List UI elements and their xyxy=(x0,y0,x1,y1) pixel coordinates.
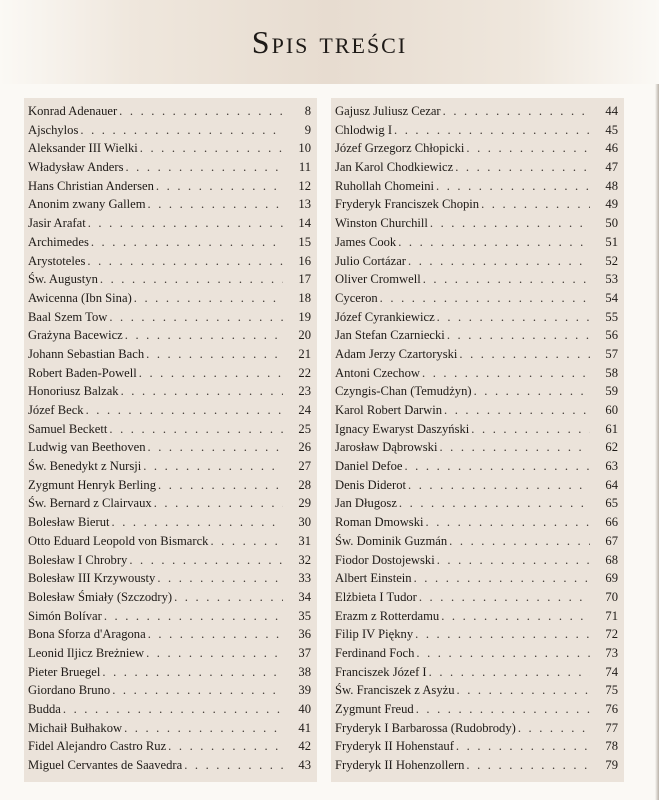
toc-entry-name: Giordano Bruno xyxy=(28,683,111,698)
toc-leader-dots xyxy=(102,663,283,682)
toc-leader-dots xyxy=(143,457,283,476)
toc-entry-page: 35 xyxy=(298,608,311,623)
toc-entry xyxy=(335,737,618,756)
toc-entry-page: 74 xyxy=(605,664,618,679)
toc-entry-page: 26 xyxy=(298,440,311,455)
toc-entry-name: Simón Bolívar xyxy=(28,608,102,623)
toc-entry xyxy=(335,625,618,644)
toc-leader-dots xyxy=(414,569,590,588)
toc-entry-page: 58 xyxy=(605,365,618,380)
toc-entry-name: Julio Cortázar xyxy=(335,253,406,268)
toc-entry xyxy=(28,233,311,252)
toc-entry xyxy=(28,625,311,644)
toc-entry-page: 73 xyxy=(605,645,618,660)
toc-entry-page: 59 xyxy=(605,384,618,399)
toc-entry xyxy=(335,214,618,233)
toc-entry-page: 33 xyxy=(298,571,311,586)
toc-entry-page: 31 xyxy=(298,533,311,548)
toc-entry-name: Robert Baden-Powell xyxy=(28,365,137,380)
toc-entry xyxy=(335,588,618,607)
toc-entry-page: 30 xyxy=(298,515,311,530)
toc-entry-page: 57 xyxy=(605,346,618,361)
toc-leader-dots xyxy=(437,308,590,327)
toc-entry-page: 61 xyxy=(605,421,618,436)
toc-leader-dots xyxy=(139,364,283,383)
toc-entry xyxy=(335,308,618,327)
toc-entry-page: 64 xyxy=(605,477,618,492)
toc-leader-dots xyxy=(415,625,590,644)
toc-entry xyxy=(335,139,618,158)
toc-entry-name: Jan Karol Chodkiewicz xyxy=(335,160,454,175)
toc-entry xyxy=(335,382,618,401)
toc-leader-dots xyxy=(408,476,590,495)
toc-entry xyxy=(28,158,311,177)
toc-entry xyxy=(28,326,311,345)
toc-entry xyxy=(28,139,311,158)
toc-entry xyxy=(28,588,311,607)
toc-leader-dots xyxy=(125,326,283,345)
toc-leader-dots xyxy=(426,513,590,532)
toc-entry-page: 72 xyxy=(605,627,618,642)
toc-entry xyxy=(28,513,311,532)
toc-entry-page: 27 xyxy=(298,459,311,474)
toc-entry xyxy=(335,607,618,626)
toc-leader-dots xyxy=(466,139,590,158)
toc-entry-name: Św. Franciszek z Asyżu xyxy=(335,683,455,698)
toc-leader-dots xyxy=(134,289,283,308)
toc-entry-page: 78 xyxy=(605,739,618,754)
toc-entry xyxy=(28,401,311,420)
toc-entry-name: Gajusz Juliusz Cezar xyxy=(335,104,441,118)
toc-entry xyxy=(335,289,618,308)
toc-entry-name: Władysław Anders xyxy=(28,160,124,175)
toc-entry-name: Filip IV Piękny xyxy=(335,627,414,642)
toc-entry-name: James Cook xyxy=(335,234,397,249)
toc-entry-name: Bolesław III Krzywousty xyxy=(28,571,156,586)
toc-entry-page: 40 xyxy=(298,702,311,716)
toc-entry-name: Leonid Iljicz Breżniew xyxy=(28,645,145,660)
toc-leader-dots xyxy=(422,364,590,383)
toc-entry xyxy=(28,289,311,308)
toc-entry-name: Św. Benedykt z Nursji xyxy=(28,459,142,474)
toc-entry xyxy=(335,345,618,364)
toc-leader-dots xyxy=(399,494,590,513)
toc-entry-page: 79 xyxy=(605,758,618,773)
toc-entry-page: 34 xyxy=(298,589,311,604)
toc-leader-dots xyxy=(88,214,283,233)
toc-entry-name: Elżbieta I Tudor xyxy=(335,589,417,604)
toc-leader-dots xyxy=(104,607,283,626)
toc-leader-dots xyxy=(63,700,283,719)
toc-entry-name: Ajschylos xyxy=(28,122,79,137)
toc-entry-page: 22 xyxy=(298,365,311,380)
toc-entry-page: 65 xyxy=(605,496,618,511)
toc-leader-dots xyxy=(518,719,590,738)
toc-entry-page: 24 xyxy=(298,403,311,417)
toc-leader-dots xyxy=(146,644,283,663)
toc-leader-dots xyxy=(449,532,590,551)
toc-entry-page: 29 xyxy=(298,496,311,511)
toc-entry-page: 41 xyxy=(298,720,311,735)
toc-entry-page: 70 xyxy=(605,589,618,604)
toc-entry-name: Anonim zwany Gallem xyxy=(28,197,146,212)
toc-entry-page: 20 xyxy=(298,328,311,343)
toc-entry xyxy=(28,719,311,738)
toc-entry xyxy=(28,382,311,401)
toc-entry-page: 8 xyxy=(304,104,311,118)
toc-entry xyxy=(28,345,311,364)
toc-entry xyxy=(28,121,311,140)
toc-leader-dots xyxy=(157,569,283,588)
toc-entry xyxy=(335,177,618,196)
toc-leader-dots xyxy=(210,532,283,551)
toc-entry xyxy=(28,364,311,383)
toc-entry xyxy=(28,551,311,570)
toc-entry-name: Roman Dmowski xyxy=(335,515,424,530)
toc-entry-page: 25 xyxy=(298,421,311,436)
toc-entry-page: 63 xyxy=(605,459,618,474)
toc-entry xyxy=(335,364,618,383)
toc-leader-dots xyxy=(416,644,590,663)
toc-entry xyxy=(28,644,311,663)
toc-entry-page: 42 xyxy=(298,739,311,754)
toc-leader-dots xyxy=(87,252,283,271)
toc-leader-dots xyxy=(455,158,590,177)
toc-entry xyxy=(335,438,618,457)
toc-entry-page: 13 xyxy=(298,197,311,212)
toc-entry xyxy=(335,195,618,214)
toc-leader-dots xyxy=(471,420,590,439)
toc-entry xyxy=(335,700,618,719)
toc-leader-dots xyxy=(100,270,283,289)
toc-entry xyxy=(28,700,311,719)
toc-entry xyxy=(335,681,618,700)
toc-entry-page: 53 xyxy=(605,272,618,287)
toc-entry-page: 46 xyxy=(605,141,618,156)
toc-entry-name: Konrad Adenauer xyxy=(28,104,118,118)
toc-entry-page: 50 xyxy=(605,216,618,231)
toc-entry xyxy=(28,737,311,756)
toc-entry-name: Św. Augustyn xyxy=(28,272,98,287)
toc-entry-page: 28 xyxy=(298,477,311,492)
toc-entry-name: Arystoteles xyxy=(28,253,86,268)
toc-leader-dots xyxy=(436,177,590,196)
toc-entry-name: Fryderyk Franciszek Chopin xyxy=(335,197,480,212)
toc-leader-dots xyxy=(86,401,283,420)
toc-entry-name: Adam Jerzy Czartoryski xyxy=(335,346,458,361)
toc-entry xyxy=(335,420,618,439)
toc-column-right xyxy=(331,98,624,782)
toc-entry xyxy=(335,644,618,663)
toc-entry-page: 62 xyxy=(605,440,618,455)
toc-entry-name: Ignacy Ewaryst Daszyński xyxy=(335,421,470,436)
toc-entry-name: Bolesław I Chrobry xyxy=(28,552,128,567)
toc-entry-name: Cyceron xyxy=(335,290,378,305)
toc-entry-page: 37 xyxy=(298,645,311,660)
toc-leader-dots xyxy=(158,476,283,495)
toc-entry-page: 47 xyxy=(605,160,618,175)
toc-entry-name: Bolesław Śmiały (Szczodry) xyxy=(28,589,173,604)
toc-entry-page: 68 xyxy=(605,552,618,567)
toc-entry-name: Bona Sforza d'Aragona xyxy=(28,627,146,642)
page-edge-shadow xyxy=(655,0,659,800)
toc-entry-page: 18 xyxy=(298,290,311,305)
toc-entry xyxy=(335,158,618,177)
toc-entry-name: Franciszek Józef I xyxy=(335,664,427,679)
toc-entry-name: Fryderyk II Hohenstauf xyxy=(335,739,454,754)
toc-entry-name: Honoriusz Balzak xyxy=(28,384,119,399)
toc-leader-dots xyxy=(140,139,283,158)
toc-leader-dots xyxy=(408,252,590,271)
toc-leader-dots xyxy=(121,382,283,401)
toc-leader-dots xyxy=(112,681,283,700)
toc-entry-name: Jarosław Dąbrowski xyxy=(335,440,438,455)
toc-entry-page: 12 xyxy=(298,178,311,193)
toc-entry-name: Oliver Cromwell xyxy=(335,272,421,287)
toc-entry-name: Józef Grzegorz Chłopicki xyxy=(335,141,465,156)
toc-entry-name: Czyngis-Chan (Temudżyn) xyxy=(335,384,472,399)
toc-entry-page: 71 xyxy=(605,608,618,623)
toc-entry-page: 51 xyxy=(605,234,618,249)
toc-entry-name: Fiodor Dostojewski xyxy=(335,552,435,567)
toc-leader-dots xyxy=(429,663,590,682)
toc-entry-page: 23 xyxy=(298,384,311,399)
toc-leader-dots xyxy=(168,737,283,756)
toc-entry-page: 15 xyxy=(298,234,311,249)
toc-entry xyxy=(28,457,311,476)
toc-entry-page: 77 xyxy=(605,720,618,735)
toc-leader-dots xyxy=(174,588,283,607)
toc-leader-dots xyxy=(109,308,283,327)
toc-entry-page: 75 xyxy=(605,683,618,698)
toc-leader-dots xyxy=(459,345,590,364)
toc-entry-name: Zygmunt Freud xyxy=(335,702,414,716)
toc-entry xyxy=(28,102,311,121)
toc-entry-name: Samuel Beckett xyxy=(28,421,108,436)
toc-entry-page: 52 xyxy=(605,253,618,268)
toc-entry-page: 39 xyxy=(298,683,311,698)
toc-entry-name: Baal Szem Tow xyxy=(28,309,108,324)
toc-entry-name: Johann Sebastian Bach xyxy=(28,346,145,361)
toc-entry-page: 43 xyxy=(298,758,311,773)
toc-leader-dots xyxy=(456,737,590,756)
toc-entry-name: Erazm z Rotterdamu xyxy=(335,608,440,623)
toc-entry-name: Pieter Bruegel xyxy=(28,664,101,679)
toc-entry xyxy=(28,756,311,775)
toc-leader-dots xyxy=(148,195,283,214)
toc-leader-dots xyxy=(154,494,283,513)
toc-entry xyxy=(28,270,311,289)
toc-entry-name: Antoni Czechow xyxy=(335,365,420,380)
toc-leader-dots xyxy=(404,457,590,476)
toc-entry xyxy=(28,607,311,626)
page-title: Spis treści xyxy=(251,24,408,60)
toc-entry-name: Karol Robert Darwin xyxy=(335,403,443,417)
toc-leader-dots xyxy=(430,214,590,233)
toc-entry xyxy=(335,270,618,289)
toc-entry-page: 44 xyxy=(605,104,618,118)
toc-entry-name: Albert Einstein xyxy=(335,571,412,586)
toc-entry-page: 32 xyxy=(298,552,311,567)
toc-entry xyxy=(335,551,618,570)
toc-entry xyxy=(28,420,311,439)
toc-entry xyxy=(28,308,311,327)
toc-leader-dots xyxy=(125,158,283,177)
toc-leader-dots xyxy=(416,700,590,719)
toc-leader-dots xyxy=(112,513,284,532)
toc-leader-dots xyxy=(156,177,283,196)
toc-entry-page: 36 xyxy=(298,627,311,642)
toc-leader-dots xyxy=(91,233,283,252)
toc-entry xyxy=(335,663,618,682)
toc-entry xyxy=(335,513,618,532)
toc-entry-name: Chlodwig I xyxy=(335,122,393,137)
toc-leader-dots xyxy=(419,588,590,607)
toc-leader-dots xyxy=(466,756,590,775)
toc-entry-name: Awicenna (Ibn Sina) xyxy=(28,290,132,305)
toc-entry-name: Daniel Defoe xyxy=(335,459,403,474)
toc-entry xyxy=(28,252,311,271)
toc-entry-name: Jan Stefan Czarniecki xyxy=(335,328,445,343)
toc-leader-dots xyxy=(124,719,283,738)
toc-leader-dots xyxy=(481,195,590,214)
toc-entry xyxy=(28,214,311,233)
toc-entry-page: 67 xyxy=(605,533,618,548)
toc-entry xyxy=(335,476,618,495)
toc-entry-name: Archimedes xyxy=(28,234,89,249)
toc-entry-name: Hans Christian Andersen xyxy=(28,178,154,193)
toc-entry-page: 10 xyxy=(298,141,311,156)
toc-entry xyxy=(28,569,311,588)
toc-leader-dots xyxy=(423,270,590,289)
toc-entry-name: Zygmunt Henryk Berling xyxy=(28,477,157,492)
toc-entry xyxy=(335,401,618,420)
toc-entry xyxy=(28,663,311,682)
toc-leader-dots xyxy=(437,551,590,570)
toc-entry-name: Jasir Arafat xyxy=(28,216,86,231)
toc-entry xyxy=(335,494,618,513)
toc-entry xyxy=(28,532,311,551)
toc-entry-page: 16 xyxy=(298,253,311,268)
toc-entry xyxy=(335,457,618,476)
toc-entry-name: Józef Cyrankiewicz xyxy=(335,309,435,324)
toc-leader-dots xyxy=(119,102,283,121)
toc-entry-page: 56 xyxy=(605,328,618,343)
toc-leader-dots xyxy=(457,681,591,700)
toc-entry xyxy=(28,195,311,214)
toc-entry-name: Denis Diderot xyxy=(335,477,406,492)
toc-entry-page: 76 xyxy=(605,702,618,716)
toc-column-left xyxy=(24,98,317,782)
toc-entry xyxy=(335,326,618,345)
toc-entry xyxy=(28,177,311,196)
toc-entry xyxy=(28,681,311,700)
toc-entry-page: 11 xyxy=(298,160,311,175)
toc-leader-dots xyxy=(444,401,590,420)
toc-entry-name: Fryderyk I Barbarossa (Rudobrody) xyxy=(335,720,516,735)
toc-entry-page: 21 xyxy=(298,346,311,361)
toc-entry xyxy=(335,569,618,588)
toc-entry-page: 17 xyxy=(298,272,311,287)
toc-entry-name: Grażyna Bacewicz xyxy=(28,328,123,343)
toc-leader-dots xyxy=(443,102,590,121)
toc-entry-name: Fidel Alejandro Castro Ruz xyxy=(28,739,167,754)
toc-entry-name: Fryderyk II Hohenzollern xyxy=(335,758,465,773)
toc-entry xyxy=(28,494,311,513)
toc-entry-name: Św. Bernard z Clairvaux xyxy=(28,496,152,511)
toc-leader-dots xyxy=(109,420,283,439)
toc-entry-name: Św. Dominik Guzmán xyxy=(335,533,448,548)
toc-entry-name: Józef Beck xyxy=(28,403,84,417)
toc-entry-name: Bolesław Bierut xyxy=(28,515,110,530)
toc-entry xyxy=(335,532,618,551)
toc-entry-name: Otto Eduard Leopold von Bismarck xyxy=(28,533,209,548)
toc-entry xyxy=(28,476,311,495)
toc-entry-page: 38 xyxy=(298,664,311,679)
toc-entry xyxy=(335,233,618,252)
toc-entry xyxy=(335,719,618,738)
toc-leader-dots xyxy=(447,326,590,345)
toc-entry xyxy=(28,438,311,457)
toc-entry-name: Budda xyxy=(28,702,61,716)
toc-entry-page: 60 xyxy=(605,403,618,417)
toc-entry xyxy=(335,121,618,140)
toc-entry-page: 48 xyxy=(605,178,618,193)
toc-entry-page: 9 xyxy=(304,122,311,137)
toc-leader-dots xyxy=(80,121,283,140)
toc-entry-name: Ludwig van Beethoven xyxy=(28,440,146,455)
toc-entry-page: 66 xyxy=(605,515,618,530)
toc-entry-page: 69 xyxy=(605,571,618,586)
toc-leader-dots xyxy=(474,382,590,401)
toc-entry-name: Michaił Bułhakow xyxy=(28,720,123,735)
toc-entry-page: 49 xyxy=(605,197,618,212)
toc-leader-dots xyxy=(380,289,590,308)
toc-entry-name: Winston Churchill xyxy=(335,216,428,231)
toc-leader-dots xyxy=(148,438,283,457)
toc-entry-page: 55 xyxy=(605,309,618,324)
toc-leader-dots xyxy=(394,121,590,140)
toc-leader-dots xyxy=(148,625,283,644)
toc-leader-dots xyxy=(398,233,590,252)
toc-entry-page: 54 xyxy=(605,290,618,305)
toc-entry xyxy=(335,756,618,775)
toc-entry-page: 19 xyxy=(298,309,311,324)
toc-leader-dots xyxy=(146,345,283,364)
toc-entry-name: Ruhollah Chomeini xyxy=(335,178,434,193)
toc-entry-name: Ferdinand Foch xyxy=(335,645,415,660)
toc-entry-name: Miguel Cervantes de Saavedra xyxy=(28,758,183,773)
toc-leader-dots xyxy=(129,551,283,570)
toc-leader-dots xyxy=(441,607,590,626)
toc-entry xyxy=(335,102,618,121)
toc-entry-page: 14 xyxy=(298,216,311,231)
toc-entry-page: 45 xyxy=(605,122,618,137)
toc-entry xyxy=(335,252,618,271)
toc-entry-name: Jan Długosz xyxy=(335,496,397,511)
toc-leader-dots xyxy=(439,438,590,457)
toc-entry-name: Aleksander III Wielki xyxy=(28,141,138,156)
toc-leader-dots xyxy=(184,756,283,775)
